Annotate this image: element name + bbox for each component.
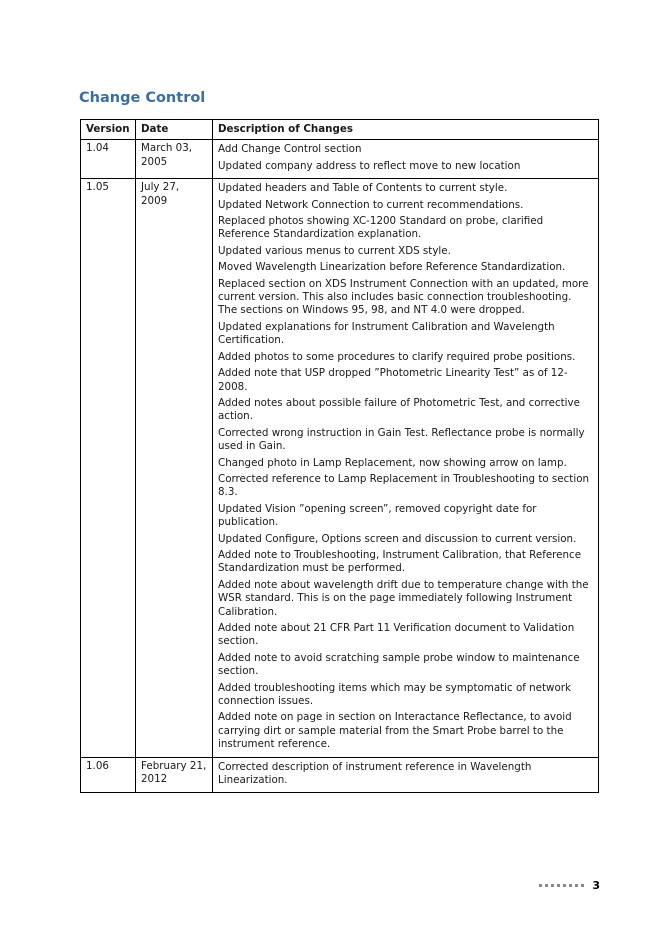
change-entry: Added note to Troubleshooting, Instrument Calibration, that Reference Standardization must be performed. xyxy=(218,548,582,575)
version-cell: 1.04 xyxy=(81,140,136,179)
date-cell: July 27, 2009 xyxy=(136,179,213,757)
change-entry: Added note to avoid scratching sample probe window to maintenance section. xyxy=(218,651,580,678)
change-entry: Updated Network Connection to current recommendations. xyxy=(218,198,524,211)
section-title: Change Control xyxy=(79,90,206,106)
change-entry: Added note about 21 CFR Part 11 Verification document to Validation section. xyxy=(218,622,575,648)
change-entry: Moved Wavelength Linearization before Reference Standardization. xyxy=(218,261,566,274)
change-entry: Added photos to some procedures to clarify required probe positions. xyxy=(218,350,576,363)
description-cell xyxy=(213,179,599,757)
change-entry: Replaced photos showing XC-1200 Standard on probe, clarified Reference Standardization explanation. xyxy=(218,215,544,241)
table-row xyxy=(81,140,599,179)
change-entry: Updated company address to reflect move to new location xyxy=(218,159,521,172)
change-entry: Updated various menus to current XDS style. xyxy=(218,244,451,257)
change-entry: Added troubleshooting items which may be symptomatic of network connection issues. xyxy=(218,681,571,708)
change-entry: Updated headers and Table of Contents to current style. xyxy=(218,182,508,195)
change-entry: Corrected reference to Lamp Replacement in Troubleshooting to section 8.3. xyxy=(218,472,590,499)
version-cell: 1.06 xyxy=(81,757,136,793)
change-entry: Updated Vision ”opening screen”, removed copyright date for publication. xyxy=(218,502,537,529)
description-cell xyxy=(213,757,599,793)
date-cell: March 03, 2005 xyxy=(136,140,213,179)
header-description: Description of Changes xyxy=(213,120,599,140)
version-cell: 1.05 xyxy=(81,179,136,757)
table-row xyxy=(81,179,599,757)
change-entry: Add Change Control section xyxy=(218,143,362,156)
change-control-table xyxy=(80,119,599,793)
header-date: Date xyxy=(136,120,213,140)
table-row xyxy=(81,757,599,793)
change-entry: Changed photo in Lamp Replacement, now showing arrow on lamp. xyxy=(218,456,567,469)
page-footer xyxy=(539,879,600,892)
description-cell xyxy=(213,140,599,179)
change-entry: Added note about wavelength drift due to temperature change with the WSR standard. This is on the page immediately following Instrument Calibration. xyxy=(218,578,589,618)
change-entry: Added note that USP dropped ”Photometric Linearity Test” as of 12-2008. xyxy=(218,367,568,393)
table-header-row xyxy=(81,120,599,140)
change-entry: Added notes about possible failure of Photometric Test, and corrective action. xyxy=(218,396,580,423)
footer-dots-decoration xyxy=(539,884,587,887)
header-version: Version xyxy=(81,120,136,140)
change-entry: Updated Configure, Options screen and discussion to current version. xyxy=(218,532,577,545)
change-entry: Replaced section on XDS Instrument Connection with an updated, more current version. This also includes basic connection troubleshooting. The sections on Windows 95, 98, and NT 4.0 were dropped. xyxy=(218,277,589,317)
page-number: 3 xyxy=(592,879,600,892)
table-body xyxy=(81,140,599,793)
change-entry: Corrected description of instrument reference in Wavelength Linearization. xyxy=(218,760,532,787)
change-entry: Added note on page in section on Interactance Reflectance, to avoid carrying dirt or sample material from the Smart Probe barrel to the instrument reference. xyxy=(218,711,572,751)
change-entry: Updated explanations for Instrument Calibration and Wavelength Certification. xyxy=(218,320,555,347)
date-cell: February 21, 2012 xyxy=(136,757,213,793)
change-entry: Corrected wrong instruction in Gain Test. Reflectance probe is normally used in Gain. xyxy=(218,426,585,453)
